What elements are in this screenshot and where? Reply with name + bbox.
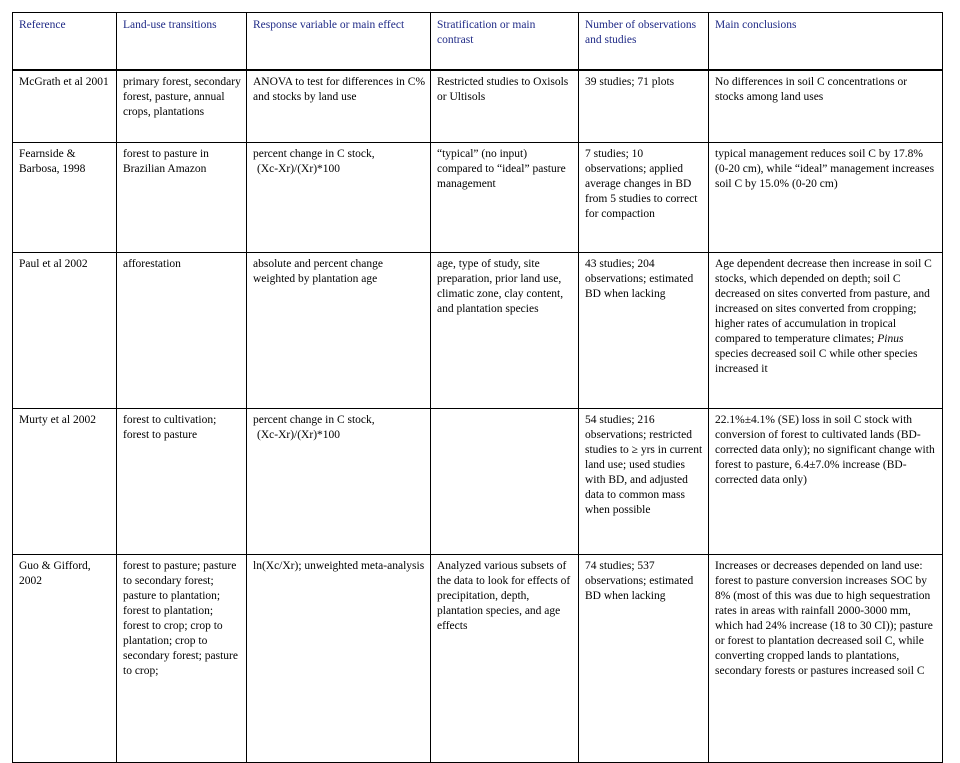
cell-transitions: forest to cultivation; forest to pasture <box>117 409 247 555</box>
cell-observations: 7 studies; 10 observations; applied average changes in BD from 5 studies to correct for compaction <box>579 143 709 253</box>
cell-stratification: “typical” (no input) compared to “ideal” pasture management <box>431 143 579 253</box>
cell-stratification: Analyzed various subsets of the data to look for effects of precipitation, depth, plantation species, and age effects <box>431 555 579 763</box>
conclusions-text-end: species decreased soil C while other species increased it <box>715 348 918 375</box>
cell-response: absolute and percent change weighted by plantation age <box>247 253 431 409</box>
header-number-of-observations: Number of observations and studies <box>579 13 709 66</box>
response-formula: (Xc-Xr)/(Xr)*100 <box>257 163 341 175</box>
header-reference: Reference <box>13 13 117 66</box>
header-row <box>13 13 943 66</box>
header-stratification: Stratification or main contrast <box>431 13 579 66</box>
cell-conclusions: 22.1%±4.1% (SE) loss in soil C stock with conversion of forest to cultivated lands (BD-corrected data only); no significant change with forest to pasture, 6.4±7.0% increase (BD-corrected data only) <box>709 409 943 555</box>
cell-reference: Guo & Gifford, 2002 <box>13 555 117 763</box>
cell-observations: 43 studies; 204 observations; estimated BD when lacking <box>579 253 709 409</box>
table-row <box>13 253 943 409</box>
response-text: percent change in C stock, <box>253 148 375 160</box>
table-row <box>13 143 943 253</box>
cell-conclusions: typical management reduces soil C by 17.8% (0-20 cm), while “ideal” management increases soil C by 15.0% (0-20 cm) <box>709 143 943 253</box>
header-land-use-transitions: Land-use transitions <box>117 13 247 66</box>
cell-stratification <box>431 409 579 555</box>
cell-response: ANOVA to test for differences in C% and stocks by land use <box>247 70 431 143</box>
cell-response <box>247 409 431 555</box>
header-response-variable: Response variable or main effect <box>247 13 431 66</box>
cell-stratification: age, type of study, site preparation, prior land use, climatic zone, clay content, and plantation species <box>431 253 579 409</box>
cell-transitions: forest to pasture; pasture to secondary forest; pasture to plantation; forest to plantation; forest to crop; crop to plantation; crop to secondary forest; pasture to crop; <box>117 555 247 763</box>
cell-conclusions: No differences in soil C concentrations or stocks among land uses <box>709 70 943 143</box>
table-row <box>13 555 943 763</box>
table-row <box>13 70 943 143</box>
literature-review-table <box>12 12 943 763</box>
cell-observations: 54 studies; 216 observations; restricted studies to ≥ yrs in current land use; used studies with BD, and adjusted data to common mass when possible <box>579 409 709 555</box>
cell-stratification: Restricted studies to Oxisols or Ultisols <box>431 70 579 143</box>
cell-conclusions: Increases or decreases depended on land use: forest to pasture conversion increases SOC by 8% (most of this was due to high sequestration rates in areas with rainfall 2000-3000 mm, which had 24% increase (18 to 30 CI)); pasture or forest to plantation decreased soil C, while converting cropped lands to plantations, secondary forests or pastures increased soil C <box>709 555 943 763</box>
cell-response <box>247 143 431 253</box>
cell-transitions: forest to pasture in Brazilian Amazon <box>117 143 247 253</box>
cell-transitions: primary forest, secondary forest, pasture, annual crops, plantations <box>117 70 247 143</box>
cell-response: ln(Xc/Xr); unweighted meta-analysis <box>247 555 431 763</box>
cell-observations: 39 studies; 71 plots <box>579 70 709 143</box>
cell-reference: Paul et al 2002 <box>13 253 117 409</box>
table-row <box>13 409 943 555</box>
cell-conclusions <box>709 253 943 409</box>
cell-reference: Murty et al 2002 <box>13 409 117 555</box>
conclusions-text: Age dependent decrease then increase in soil C stocks, which depended on depth; soil C decreased on sites converted from pasture, and increased on sites converted from cropping; higher rates of accumulation in tropical compared to temperature climates; <box>715 258 932 345</box>
cell-reference: McGrath et al 2001 <box>13 70 117 143</box>
cell-observations: 74 studies; 537 observations; estimated BD when lacking <box>579 555 709 763</box>
header-main-conclusions: Main conclusions <box>709 13 943 66</box>
cell-transitions: afforestation <box>117 253 247 409</box>
conclusions-genus: Pinus <box>877 333 904 345</box>
response-text: percent change in C stock, <box>253 414 375 426</box>
cell-reference: Fearnside & Barbosa, 1998 <box>13 143 117 253</box>
response-formula: (Xc-Xr)/(Xr)*100 <box>257 429 341 441</box>
